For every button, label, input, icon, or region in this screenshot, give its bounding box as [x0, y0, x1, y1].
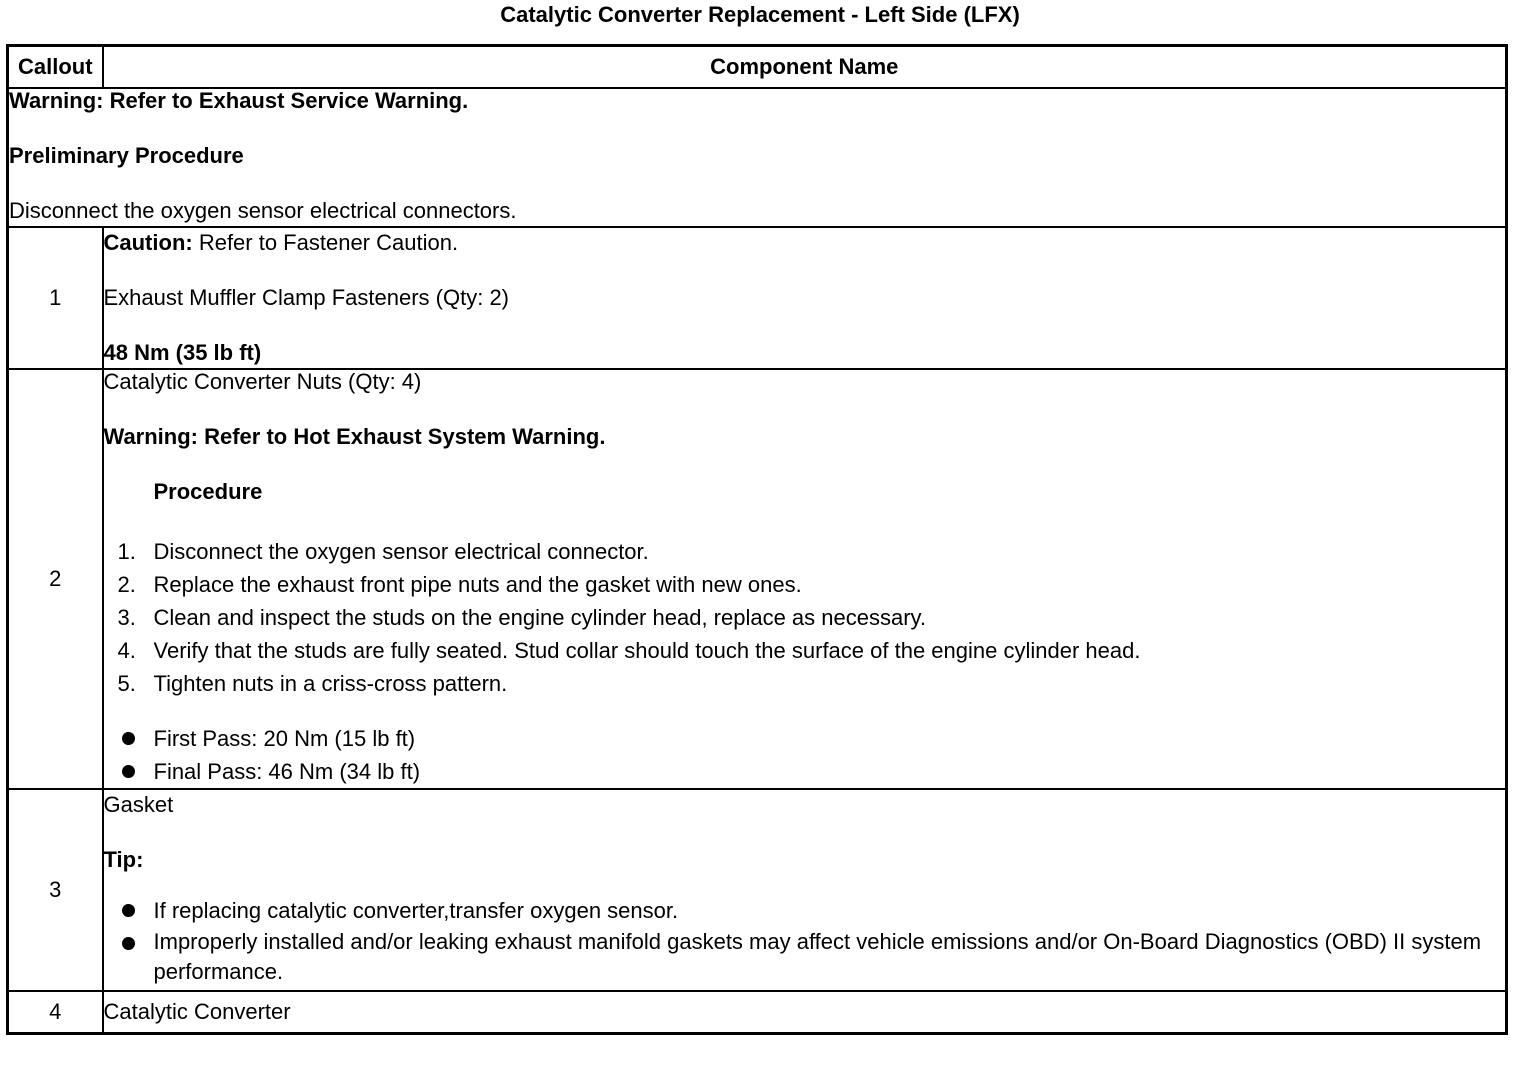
tip-label: Tip:: [103, 847, 144, 872]
component-cell-2: [103, 369, 1507, 789]
list-item: [104, 601, 1506, 634]
list-item: [104, 927, 1506, 987]
list-item: [104, 568, 1506, 601]
bullet-icon: [122, 765, 135, 778]
bullet-icon: [122, 732, 135, 745]
step-number: 4.: [117, 638, 136, 663]
callout-4: 4: [8, 991, 103, 1034]
service-warning: Warning: Refer to Exhaust Service Warning.: [9, 88, 469, 113]
step-number: 3.: [117, 605, 136, 630]
list-item: [104, 722, 1506, 755]
pass-text: First Pass: 20 Nm (15 lb ft): [153, 726, 416, 751]
tip-list: [104, 894, 1506, 987]
torque-spec-1: 48 Nm (35 lb ft): [103, 340, 262, 365]
step-text: Tighten nuts in a criss-cross pattern.: [153, 671, 508, 696]
step-text: Clean and inspect the studs on the engine cylinder head, replace as necessary.: [153, 605, 927, 630]
bullet-icon: [122, 937, 135, 950]
list-item: [104, 634, 1506, 667]
preliminary-cell: [8, 88, 1507, 227]
table-header-row: [8, 46, 1507, 89]
hot-exhaust-warning: Warning: Refer to Hot Exhaust System Warning.: [103, 424, 606, 449]
procedure-heading: Procedure: [153, 479, 263, 504]
header-component-name: Component Name: [103, 46, 1507, 89]
table-row: [8, 369, 1507, 789]
callout-1: 1: [8, 227, 103, 369]
caution-label: Caution:: [103, 230, 193, 255]
component-cell-3: [103, 789, 1507, 991]
component-cell-4: [103, 991, 1507, 1034]
list-item: [104, 667, 1506, 700]
header-callout: Callout: [8, 46, 103, 89]
callout-2: 2: [8, 369, 103, 789]
component-name-1: Exhaust Muffler Clamp Fasteners (Qty: 2): [103, 285, 510, 310]
procedure-steps: [104, 535, 1506, 700]
step-text: Replace the exhaust front pipe nuts and the gasket with new ones.: [153, 572, 802, 597]
procedure-table: [6, 44, 1508, 1035]
list-item: [104, 894, 1506, 927]
component-name-2: Catalytic Converter Nuts (Qty: 4): [103, 369, 422, 394]
step-text: Verify that the studs are fully seated. Stud collar should touch the surface of the engine cylinder head.: [153, 638, 1141, 663]
caution-line: [104, 231, 1506, 255]
component-cell-1: [103, 227, 1507, 369]
page-title: Catalytic Converter Replacement - Left Side (LFX): [500, 2, 1020, 27]
preliminary-step: Disconnect the oxygen sensor electrical connectors.: [9, 198, 517, 223]
bullet-icon: [122, 904, 135, 917]
torque-passes: [104, 722, 1506, 788]
step-text: Disconnect the oxygen sensor electrical connector.: [153, 539, 649, 564]
tip-text: Improperly installed and/or leaking exhaust manifold gaskets may affect vehicle emissions and/or On-Board Diagnostics (OBD) II system performance.: [153, 929, 1482, 984]
table-row: [8, 227, 1507, 369]
preliminary-row: [8, 88, 1507, 227]
step-number: 2.: [117, 572, 136, 597]
step-number: 1.: [117, 539, 136, 564]
caution-text: Refer to Fastener Caution.: [192, 230, 459, 255]
table-row: [8, 991, 1507, 1034]
table-row: [8, 789, 1507, 991]
tip-text: If replacing catalytic converter,transfer oxygen sensor.: [153, 898, 679, 923]
component-name-4: Catalytic Converter: [103, 999, 291, 1024]
pass-text: Final Pass: 46 Nm (34 lb ft): [153, 759, 421, 784]
callout-3: 3: [8, 789, 103, 991]
preliminary-heading: Preliminary Procedure: [9, 143, 244, 168]
list-item: [104, 755, 1506, 788]
component-name-3: Gasket: [103, 792, 174, 817]
step-number: 5.: [117, 671, 136, 696]
list-item: [104, 535, 1506, 568]
